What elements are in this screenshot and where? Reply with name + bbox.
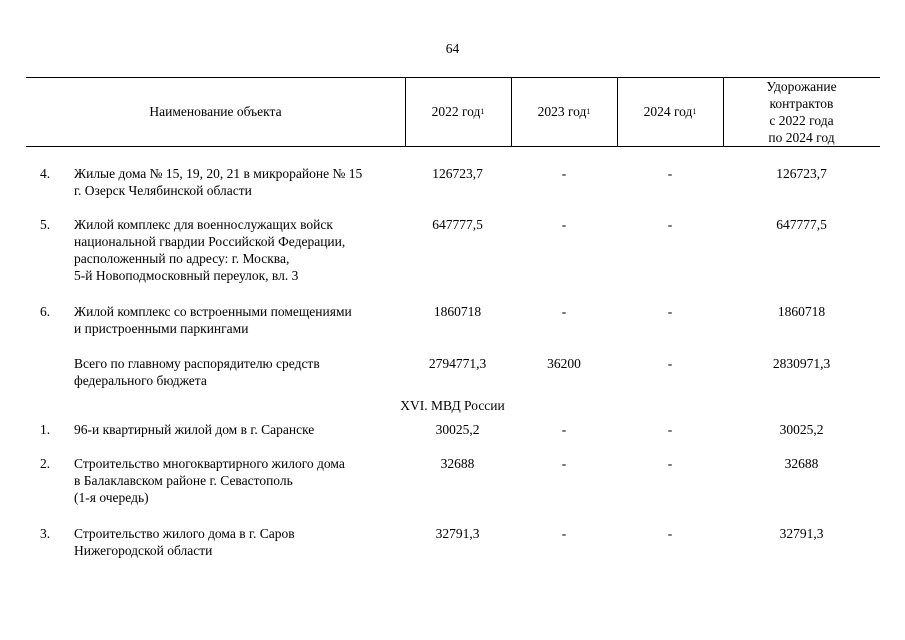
object-name bbox=[74, 455, 404, 506]
object-name-line: г. Озерск Челябинской области bbox=[74, 183, 252, 198]
value-2024: - bbox=[667, 304, 673, 319]
header-increase-line: контрактов bbox=[769, 95, 834, 111]
row-number: 3. bbox=[40, 526, 51, 541]
total-2023: 36200 bbox=[547, 356, 581, 371]
value-2023: - bbox=[561, 166, 567, 181]
value-2023: - bbox=[561, 217, 567, 232]
header-2022: 2022 год 1 bbox=[431, 104, 485, 119]
page-number: 64 bbox=[445, 41, 460, 56]
total-2024: - bbox=[667, 356, 673, 371]
value-2024: - bbox=[667, 166, 673, 181]
header-2023-label: 2023 год bbox=[537, 104, 587, 119]
object-name-line: Жилой комплекс со встроенными помещениями bbox=[74, 304, 352, 319]
object-name-line: 5-й Новоподмосковный переулок, вл. 3 bbox=[74, 268, 299, 283]
row-number: 5. bbox=[40, 217, 51, 232]
object-name bbox=[74, 216, 404, 284]
total-2022: 2794771,3 bbox=[428, 356, 487, 371]
value-increase: 30025,2 bbox=[779, 422, 824, 437]
object-name bbox=[74, 525, 404, 559]
object-name-line: 96-и квартирный жилой дом в г. Саранске bbox=[74, 422, 315, 437]
row-number: 6. bbox=[40, 304, 51, 319]
value-increase: 32688 bbox=[784, 456, 819, 471]
value-increase: 32791,3 bbox=[779, 526, 824, 541]
object-name-line: (1-я очередь) bbox=[74, 490, 149, 505]
header-increase-line: с 2022 года bbox=[769, 112, 834, 128]
row-number: 2. bbox=[40, 456, 51, 471]
value-increase: 1860718 bbox=[777, 304, 826, 319]
object-name bbox=[74, 421, 404, 438]
object-name-line: Строительство многоквартирного жилого дома bbox=[74, 456, 345, 471]
value-2024: - bbox=[667, 456, 673, 471]
header-2024: 2024 год 1 bbox=[643, 104, 697, 119]
object-name bbox=[74, 165, 404, 199]
value-2023: - bbox=[561, 456, 567, 471]
total-increase: 2830971,3 bbox=[772, 356, 831, 371]
section-title: XVI. МВД России bbox=[400, 398, 505, 413]
header-increase-line: по 2024 год bbox=[768, 129, 835, 145]
row-number: 4. bbox=[40, 166, 51, 181]
object-name-line: расположенный по адресу: г. Москва, bbox=[74, 251, 290, 266]
value-2022: 647777,5 bbox=[432, 217, 483, 232]
value-2024: - bbox=[667, 422, 673, 437]
value-increase: 126723,7 bbox=[776, 166, 827, 181]
object-name-line: национальной гвардии Российской Федерации, bbox=[74, 234, 346, 249]
value-2022: 126723,7 bbox=[432, 166, 483, 181]
header-2024-label: 2024 год bbox=[643, 104, 693, 119]
value-increase: 647777,5 bbox=[776, 217, 827, 232]
object-name-line: в Балаклавском районе г. Севастополь bbox=[74, 473, 293, 488]
value-2022: 30025,2 bbox=[435, 422, 480, 437]
object-name-line: Нижегородской области bbox=[74, 543, 213, 558]
header-name-label: Наименование объекта bbox=[149, 104, 282, 119]
object-name-line: Строительство жилого дома в г. Саров bbox=[74, 526, 295, 541]
header-2022-label: 2022 год bbox=[431, 104, 481, 119]
total-label-line: Всего по главному распорядителю средств bbox=[74, 356, 320, 371]
object-name-line: Жилой комплекс для военнослужащих войск bbox=[74, 217, 333, 232]
value-2022: 32791,3 bbox=[435, 526, 480, 541]
value-2022: 32688 bbox=[440, 456, 475, 471]
row-number: 1. bbox=[40, 422, 51, 437]
header-increase-line: Удорожание bbox=[766, 78, 837, 94]
value-2023: - bbox=[561, 526, 567, 541]
value-2024: - bbox=[667, 526, 673, 541]
header-name bbox=[26, 77, 405, 146]
object-name bbox=[74, 303, 404, 337]
header-2023: 2023 год 1 bbox=[537, 104, 591, 119]
value-2022: 1860718 bbox=[433, 304, 482, 319]
value-2023: - bbox=[561, 422, 567, 437]
value-2024: - bbox=[667, 217, 673, 232]
total-label bbox=[74, 355, 404, 389]
object-name-line: Жилые дома № 15, 19, 20, 21 в микрорайоне № 15 bbox=[74, 166, 363, 181]
object-name-line: и пристроенными паркингами bbox=[74, 321, 249, 336]
header-bottom-rule bbox=[26, 146, 880, 147]
value-2023: - bbox=[561, 304, 567, 319]
header-increase bbox=[723, 77, 880, 146]
total-label-line: федерального бюджета bbox=[74, 373, 207, 388]
